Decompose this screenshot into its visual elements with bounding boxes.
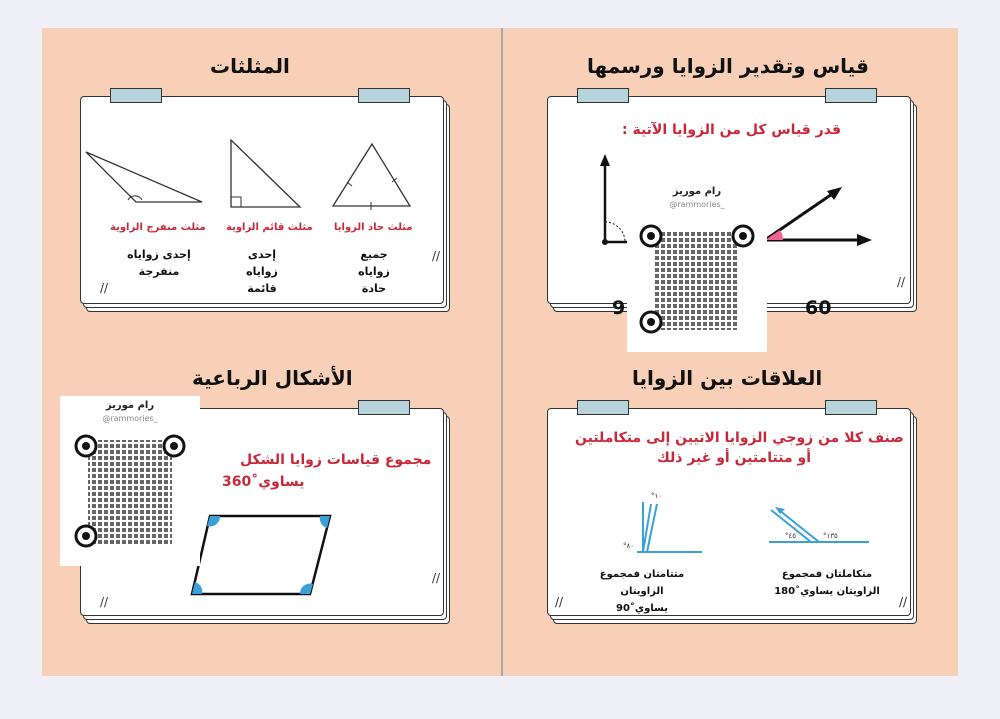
- qr-name: رام موريز: [105, 400, 155, 411]
- complementary-desc: متتامتان فمجموع الزاويتان يساوي˚90: [599, 569, 685, 614]
- question-line1: صنف كلا من زوجي الزوايا الاتيين إلى متكاملتين: [575, 430, 904, 446]
- question-text: قدر قياس كل من الزوايا الآتية :: [622, 122, 841, 138]
- triangle-name: مثلث قائم الزاوية: [226, 222, 313, 233]
- section-title-relations: العلاقات بين الزوايا: [632, 366, 823, 390]
- center-divider: [501, 28, 503, 676]
- triangle-name: مثلث منفرج الزاوية: [110, 222, 206, 233]
- svg-text://: //: [432, 571, 441, 585]
- qr-badge[interactable]: [60, 396, 200, 566]
- supplementary-desc: متكاملتان فمجموع الزاويتان يساوي˚180: [774, 569, 880, 597]
- qr-code-icon: [637, 220, 757, 340]
- card-angle-relations: [547, 406, 922, 628]
- section-title-angles: قياس وتقدير الزوايا ورسمها: [587, 54, 869, 78]
- angle-label: °١٣٥: [823, 532, 838, 540]
- triangle-name: مثلث حاد الزوايا: [334, 222, 413, 233]
- quad-text-line2: يساوي˚360: [222, 474, 305, 490]
- triangle-desc: جميع زواياه حادة: [358, 248, 390, 295]
- answer-right: 60: [805, 297, 832, 319]
- quad-text-line1: مجموع قياسات زوايا الشكل: [240, 452, 432, 468]
- qr-name: رام موريز: [672, 186, 722, 197]
- svg-text://: //: [899, 595, 908, 609]
- angle-label: °١٠: [651, 492, 663, 500]
- angle-label: °٨٠: [623, 542, 635, 550]
- triangle-desc: إحدى زواياه منفرجة: [127, 248, 191, 278]
- question-line2: أو متتامتين أو غير ذلك: [657, 450, 812, 466]
- section-title-quadrilaterals: الأشكال الرباعية: [192, 366, 353, 390]
- answer-left: 9: [612, 297, 626, 319]
- svg-text://: //: [100, 595, 109, 609]
- qr-code-icon: [68, 432, 192, 556]
- worksheet: [42, 28, 958, 676]
- qr-handle: @rammories_: [669, 200, 725, 209]
- card-triangles: [80, 94, 455, 316]
- triangle-desc: إحدى زواياه قائمة: [246, 248, 278, 295]
- qr-badge[interactable]: [627, 180, 767, 352]
- section-title-triangles: المثلثات: [210, 54, 290, 78]
- qr-handle: @rammories_: [102, 414, 158, 423]
- svg-text://: //: [100, 281, 109, 295]
- svg-text://: //: [555, 595, 564, 609]
- svg-text://: //: [897, 275, 906, 289]
- angle-label: °٤٥: [785, 532, 797, 540]
- svg-text://: //: [432, 249, 441, 263]
